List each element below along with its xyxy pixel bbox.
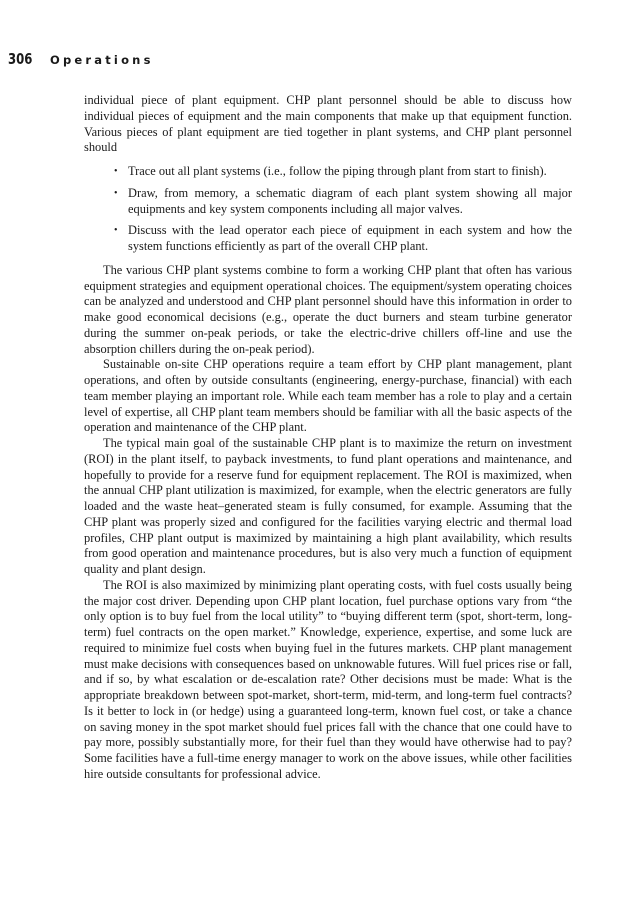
running-head [8, 50, 154, 70]
paragraph-2: The various CHP plant systems combine to form a working CHP plant that often has various equipment strategies and equipment operational choices. The equipment/system operating choices can be analyzed and understood and CHP plant personnel should have this information in order to make good economical decisions (e.g., operate the duct burners and steam turbine generator during the summer on-peak periods, or take the electric-drive chillers off-line and use the absorption chillers during the on-peak period). [84, 262, 572, 356]
bullet-text: Draw, from memory, a schematic diagram of each plant system showing all major equipments and key system components including all major valves. [128, 185, 572, 216]
bullet-item [114, 164, 572, 180]
bullet-list [84, 164, 572, 255]
page-number: 306 [8, 50, 33, 68]
bullet-icon: • [114, 166, 118, 177]
bullet-text: Trace out all plant systems (i.e., follow the piping through plant from start to finish). [128, 164, 547, 178]
paragraph-1: individual piece of plant equipment. CHP plant personnel should be able to discuss how individual pieces of equipment and the main components that make up that equipment function. Various pieces of plant equipment are tied together in plant systems, and CHP plant personnel should [84, 93, 572, 155]
bullet-item [114, 186, 572, 218]
section-title: Operations [50, 53, 154, 67]
paragraph-3: Sustainable on-site CHP operations require a team effort by CHP plant management, plant operations, and often by outside consultants (engineering, energy-purchase, financial) with each team member playing an important role. While each team member has a role to play and a certain level of expertise, all CHP plant team members should be familiar with all the basic aspects of the operation and maintenance of the CHP plant. [84, 357, 572, 435]
bullet-icon: • [114, 225, 118, 237]
bullet-item [114, 223, 572, 255]
paragraph-4: The typical main goal of the sustainable CHP plant is to maximize the return on investment (ROI) in the plant itself, to payback investments, to fund plant operations and maintenance, and hopefully to provide for a reserve fund for equipment replacement. The ROI is maximized, when the annual CHP plant utilization is maximized, for example, when the electric generators are fully loaded and the waste heat–generated steam is fully consumed, for example. Assuming that the CHP plant was properly sized and configured for the facilities varying electric and thermal load profiles, CHP plant output is maximized by maintaining a high plant availability, which results from good operation and maintenance procedures, but is also very much a function of equipment quality and plant design. [84, 436, 572, 576]
bullet-text: Discuss with the lead operator each piece of equipment in each system and how the system functions efficiently as part of the overall CHP plant. [128, 223, 572, 253]
bullet-icon: • [114, 187, 118, 199]
body-text [84, 93, 572, 783]
paragraph-5: The ROI is also maximized by minimizing plant operating costs, with fuel costs usually being the major cost driver. Depending upon CHP plant location, fuel purchase options vary from “the only option is to buy fuel from the local utility” to “buying different term (spot, short-term, long-term) fuel contracts on the open market.” Knowledge, experience, expertise, and some luck are required to minimize fuel costs when buying fuel in the futures markets. CHP plant management must make decisions with consequences based on unknowable futures. Will fuel prices rise or fall, and if so, by what escalation or de-escalation rate? Other decisions must be made: What is the appropriate breakdown between spot-market, short-term, mid-term, and long-term fuel contracts? Is it better to lock in (or hedge) using a guaranteed long-term, known fuel cost, or take a chance on saving money in the spot market should fuel prices fall with the chance that one could have to pay more, possibly substantially more, for their fuel than they would have otherwise had to pay? Some facilities have a full-time energy manager to work on the above issues, while other facilities hire outside consultants for professional advice. [84, 577, 572, 781]
